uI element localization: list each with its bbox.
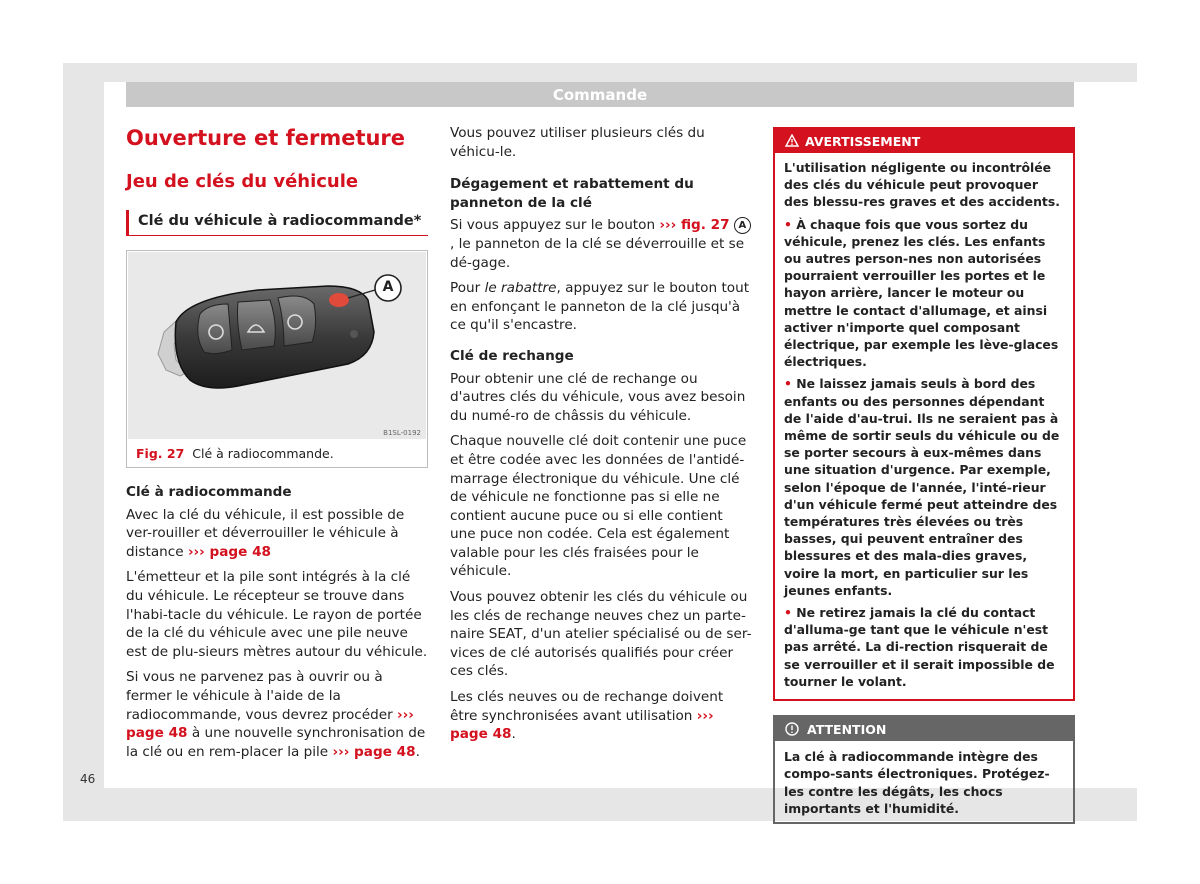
paragraph: Avec la clé du véhicule, il est possible de ver-rouiller et déverrouiller le véhicule à distance ››› page 48	[126, 506, 405, 560]
paragraph: Vous pouvez obtenir les clés du véhicule ou les clés de rechange neuves chez un parte-naire SEAT, d'un atelier spécialisé ou de ser-vices de clé autorisés qualifiés pour créer ces clés.	[450, 589, 752, 680]
warning-item: • À chaque fois que vous sortez du véhicule, prenez les clés. Les enfants ou autres person-nes non autorisées pourraient verrouiller les portes et le hayon arrière, lancer le moteur ou mettre le contact d'allumage, et ainsi activer n'importe quel composant électrique, par exemple les lève-glaces électriques.	[784, 216, 1059, 370]
figure-code: B1SL-0192	[383, 429, 421, 437]
figure-reference-link[interactable]: ››› fig. 27	[659, 217, 730, 234]
warning-body	[775, 153, 1073, 699]
subheading-blade: Dégagement et rabattement du panneton de la clé	[450, 176, 694, 211]
column-3	[773, 127, 1075, 824]
paragraph: Si vous appuyez sur le bouton ››› fig. 27 A, le panneton de la clé se déverrouille et se dé-gage.	[450, 216, 752, 272]
warning-intro: L'utilisation négligente ou incontrôlée des clés du véhicule peut provoquer des blessu-res graves et des accidents.	[784, 160, 1060, 210]
info-circle-icon	[785, 722, 799, 736]
warning-triangle-icon	[785, 134, 799, 147]
bullet: •	[784, 376, 792, 392]
paragraph: Pour le rabattre, appuyez sur le bouton tout en enfonçant le panneton de la clé jusqu'à ce qu'il s'encastre.	[450, 280, 750, 334]
figure-caption	[136, 445, 334, 464]
column-2	[450, 124, 752, 751]
paragraph: Si vous ne parvenez pas à ouvrir ou à fermer le véhicule à l'aide de la radiocommande, vous devrez procéder ››› page 48 à une nouvelle synchronisation de la clé ou en rem-placer la pile ››› page 48.	[126, 669, 426, 760]
subheading-remote-key: Clé à radiocommande	[126, 484, 292, 500]
page-reference-link[interactable]: ››› page 48	[187, 543, 271, 560]
attention-body: La clé à radiocommande intègre des compo-sants électroniques. Protégez-les contre les dégâts, les chocs importants et l'humidité.	[784, 749, 1050, 816]
warning-box	[773, 127, 1075, 701]
page-reference-link[interactable]: ››› page 48	[450, 707, 714, 743]
key-fob-image	[128, 252, 426, 439]
column-1	[126, 124, 428, 768]
page-number: 46	[80, 772, 96, 786]
bullet: •	[784, 216, 792, 232]
warning-title: AVERTISSEMENT	[805, 134, 921, 149]
attention-header	[775, 717, 1073, 741]
callout-a-icon: A	[734, 217, 751, 234]
figure-number: Fig. 27	[136, 446, 185, 461]
subsection-title: Clé du véhicule à radiocommande*	[126, 210, 428, 236]
header-bar: Commande	[126, 82, 1074, 107]
figure-caption-text: Clé à radiocommande.	[192, 446, 334, 461]
subheading-spare-key: Clé de rechange	[450, 347, 574, 364]
warning-item: • Ne laissez jamais seuls à bord des enfants ou des personnes dépendant de l'aide d'au-trui. Ils ne seraient pas à même de sortir seuls du véhicule ou de se porter secours à eux-mêmes dans une situation d'urgence. Par exemple, selon l'époque de l'année, l'inté-rieur d'un véhicule fermé peut atteindre des températures très élevées ou très basses, qui peuvent entraîner des blessures et des mala-dies graves, voire la mort, en particulier sur les jeunes enfants.	[784, 376, 1060, 598]
figure-27	[126, 250, 428, 468]
page-reference-link[interactable]: ››› page 48	[126, 706, 414, 742]
attention-title: ATTENTION	[807, 722, 887, 738]
figure-callout-a: A	[382, 279, 394, 295]
page-reference-link[interactable]: ››› page 48	[332, 743, 416, 760]
chapter-title: Ouverture et fermeture	[126, 126, 406, 150]
paragraph: Chaque nouvelle clé doit contenir une puce et être codée avec les données de l'antidé-marrage électronique du véhicule. Une clé de véhicule ne fonctionne pas si elle ne contient aucune puce ou si elle contient une puce non codée. Cela est également valable pour les clés fraisées pour le véhicule.	[450, 433, 747, 580]
paragraph: Pour obtenir une clé de rechange ou d'autres clés du véhicule, vous avez besoin du numé-ro de châssis du véhicule.	[450, 370, 746, 424]
paragraph: Vous pouvez utiliser plusieurs clés du véhicu-le.	[450, 125, 705, 160]
section-title: Jeu de clés du véhicule	[126, 171, 359, 192]
attention-box	[773, 715, 1075, 824]
warning-item: • Ne retirez jamais la clé du contact d'alluma-ge tant que le véhicule n'est pas arrêté. La di-rection risquerait de se verrouiller et il serait impossible de tourner le volant.	[784, 605, 1055, 689]
bullet: •	[784, 605, 792, 621]
paragraph: Les clés neuves ou de rechange doivent être synchronisées avant utilisation ››› page 48.	[450, 689, 724, 743]
paragraph: L'émetteur et la pile sont intégrés à la clé du véhicule. Le récepteur se trouve dans l'habi-tacle du véhicule. Le rayon de portée de la clé du véhicule avec une pile neuve est de plu-sieurs mètres autour du véhicule.	[126, 569, 428, 660]
warning-header	[775, 129, 1073, 153]
